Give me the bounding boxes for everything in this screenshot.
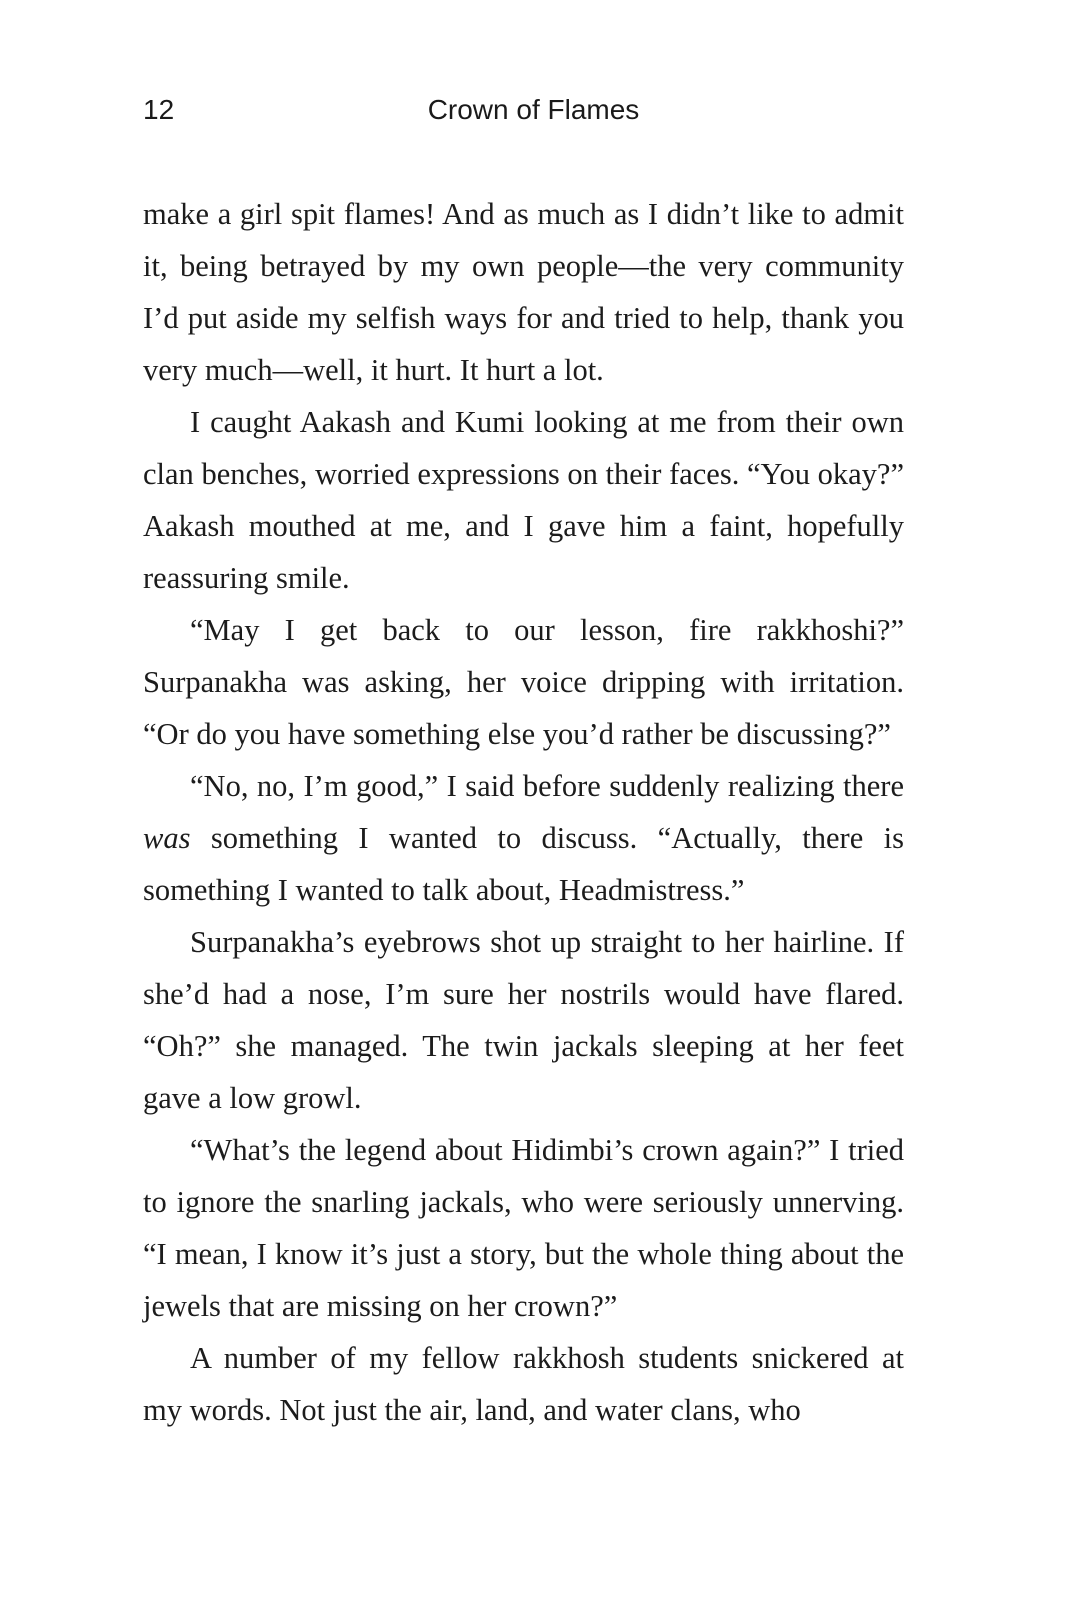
- paragraph-text: I caught Aakash and Kumi looking at me from their own clan benches, worried expressions on their faces. “You okay?” Aakash mouthed at me, and I gave him a faint, hopefully reassuring smile.: [143, 405, 904, 595]
- paragraph-text: “May I get back to our lesson, fire rakkhoshi?” Surpanakha was asking, her voice dripping with irritation. “Or do you have something else you’d rather be discussing?”: [143, 613, 904, 751]
- paragraph: [143, 604, 904, 760]
- body-text: [143, 188, 904, 1436]
- paragraph: [143, 1332, 904, 1436]
- running-head: [0, 94, 1067, 134]
- paragraph-text: “What’s the legend about Hidimbi’s crown again?” I tried to ignore the snarling jackals, who were seriously unnerving. “I mean, I know it’s just a story, but the whole thing about the jewels that are missing on her crown?”: [143, 1133, 904, 1323]
- paragraph: [143, 916, 904, 1124]
- paragraph: [143, 188, 904, 396]
- paragraph: [143, 396, 904, 604]
- book-title: Crown of Flames: [427, 94, 640, 125]
- paragraph-text: A number of my fellow rakkhosh students snickered at my words. Not just the air, land, and water clans, who: [143, 1341, 904, 1427]
- paragraph-text: something I wanted to discuss. “Actually, there is something I wanted to talk about, Headmistress.”: [143, 821, 904, 907]
- paragraph-text: Surpanakha’s eyebrows shot up straight to her hairline. If she’d had a nose, I’m sure her nostrils would have flared. “Oh?” she managed. The twin jackals sleeping at her feet gave a low growl.: [143, 925, 904, 1115]
- page-number: 12: [143, 94, 175, 125]
- paragraph: [143, 1124, 904, 1332]
- italic-emphasis: was: [143, 821, 191, 855]
- paragraph-text: “No, no, I’m good,” I said before suddenly realizing there: [190, 769, 904, 803]
- paragraph: [143, 760, 904, 916]
- paragraph-text: make a girl spit flames! And as much as I didn’t like to admit it, being betrayed by my own people—the very community I’d put aside my selfish ways for and tried to help, thank you very much—well, it hurt. It hurt a lot.: [143, 197, 904, 387]
